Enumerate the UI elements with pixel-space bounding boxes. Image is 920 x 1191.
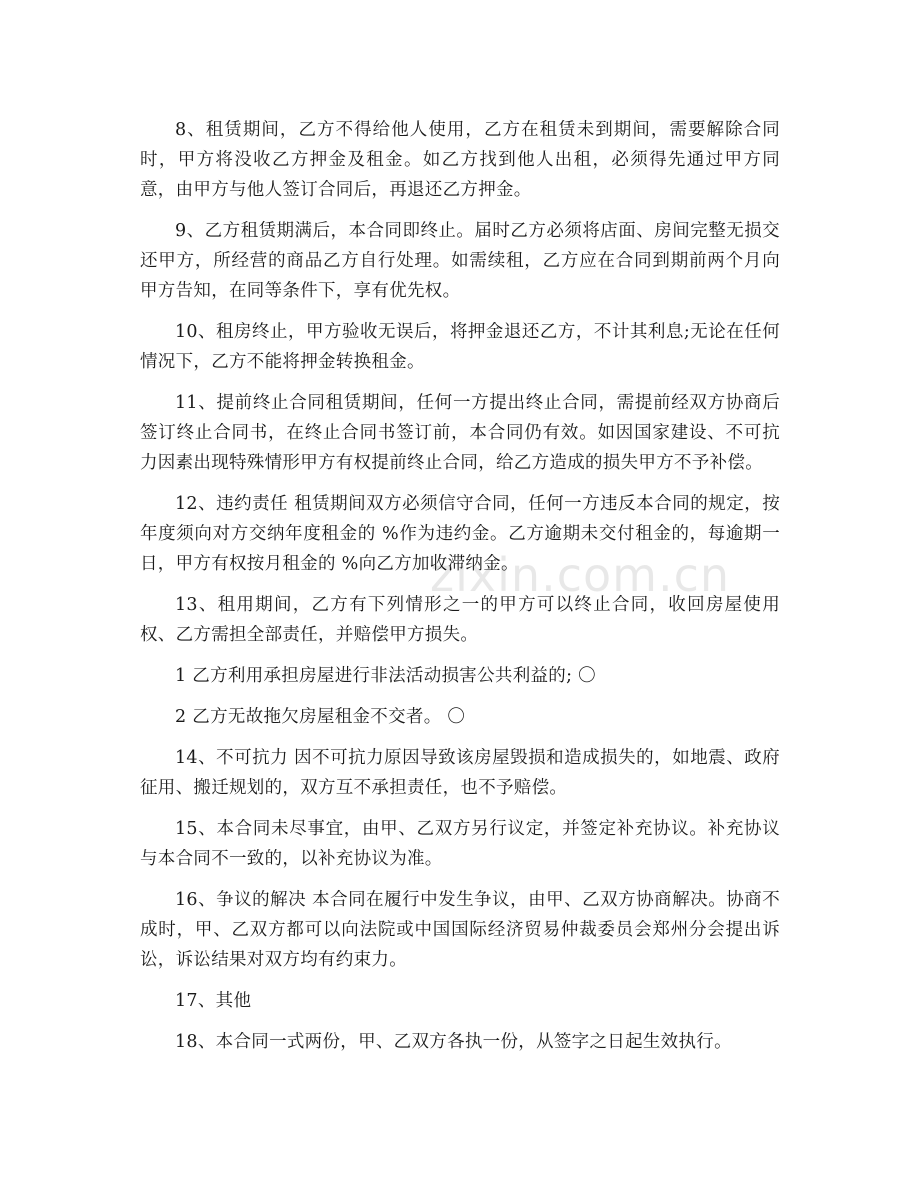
clause-14: 14、不可抗力 因不可抗力原因导致该房屋毁损和造成损失的，如地震、政府征用、搬迁规划的，双方互不承担责任，也不予赔偿。 (140, 748, 780, 798)
clause-18: 18、本合同一式两份，甲、乙双方各执一份，从签字之日起生效执行。 (175, 1032, 732, 1052)
document-body (140, 115, 780, 1068)
watermark: zixin.com.cn (430, 548, 731, 602)
clause-13: 13、租用期间，乙方有下列情形之一的甲方可以终止合同，收回房屋使用权、乙方需担全部责任，并赔偿甲方损失。 (140, 595, 780, 645)
clause-8: 8、租赁期间，乙方不得给他人使用，乙方在租赁未到期间，需要解除合同时，甲方将没收乙方押金及租金。如乙方找到他人出租，必须得先通过甲方同意，由甲方与他人签订合同后，再退还乙方押金。 (140, 120, 780, 200)
clause-16: 16、争议的解决 本合同在履行中发生争议，由甲、乙双方协商解决。协商不成时，甲、乙双方都可以向法院或中国国际经济贸易仲裁委员会郑州分会提出诉讼，诉讼结果对双方均有约束力。 (140, 890, 780, 970)
clause-12: 12、违约责任 租赁期间双方必须信守合同，任何一方违反本合同的规定，按年度须向对方交纳年度租金的 %作为违约金。乙方逾期未交付租金的，每逾期一日，甲方有权按月租金的 %向乙方加收滞纳金。 (140, 494, 780, 574)
clause-15: 15、本合同未尽事宜，由甲、乙双方另行议定，并签定补充协议。补充协议与本合同不一致的，以补充协议为准。 (140, 819, 780, 869)
clause-17: 17、其他 (175, 991, 252, 1011)
clause-11: 11、提前终止合同租赁期间，任何一方提出终止合同，需提前经双方协商后签订终止合同书，在终止合同书签订前，本合同仍有效。如因国家建设、不可抗力因素出现特殊情形甲方有权提前终止合同，给乙方造成的损失甲方不予补偿。 (140, 393, 780, 473)
clause-13-item-2: 2 乙方无故拖欠房屋租金不交者。 〇 (175, 707, 466, 727)
clause-10: 10、租房终止，甲方验收无误后，将押金退还乙方，不计其利息;无论在任何情况下，乙方不能将押金转换租金。 (140, 322, 780, 372)
clause-9: 9、乙方租赁期满后，本合同即终止。届时乙方必须将店面、房间完整无损交还甲方，所经营的商品乙方自行处理。如需续租，乙方应在合同到期前两个月向甲方告知，在同等条件下，享有优先权。 (140, 221, 780, 301)
clause-13-item-1: 1 乙方利用承担房屋进行非法活动损害公共利益的; 〇 (175, 666, 596, 686)
